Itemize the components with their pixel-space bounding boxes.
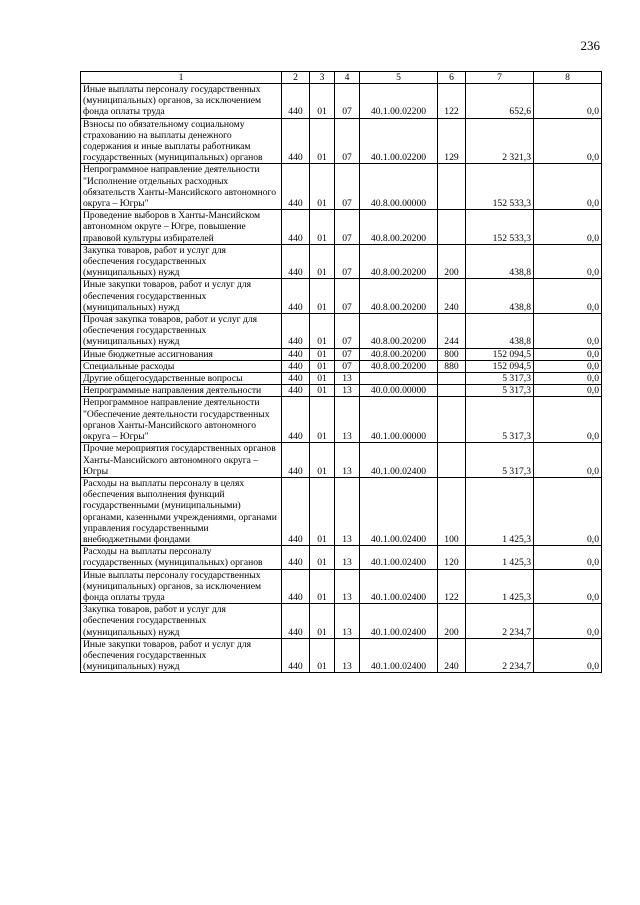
row-expense-type-cell: 240: [438, 638, 466, 673]
row-subsection-cell: 13: [335, 373, 360, 385]
table-row: [81, 569, 602, 604]
row-expense-type-cell: 880: [438, 360, 466, 372]
row-target-article-cell: [360, 373, 438, 385]
row-amount-cell: 5 317,3: [466, 397, 534, 443]
table-row: [81, 373, 602, 385]
row-subsection-cell: 07: [335, 360, 360, 372]
budget-table: [80, 71, 602, 673]
column-header: 4: [335, 72, 360, 84]
row-amount2-cell: 0,0: [534, 118, 602, 164]
row-amount2-cell: 0,0: [534, 477, 602, 545]
column-header: 1: [81, 72, 282, 84]
row-name-cell: Закупка товаров, работ и услуг для обеспечения государственных (муниципальных) нужд: [81, 604, 282, 639]
row-name-cell: Расходы на выплаты персоналу в целях обеспечения выполнения функций государственными (муниципальными) органами, казенными учреждениями, органами управления государственными внебюджетными фондами: [81, 477, 282, 545]
table-row: [81, 546, 602, 569]
table-body: [81, 84, 602, 673]
row-amount2-cell: 0,0: [534, 373, 602, 385]
row-subsection-cell: 13: [335, 397, 360, 443]
row-amount-cell: 152 094,5: [466, 348, 534, 360]
row-amount-cell: 152 533,3: [466, 210, 534, 245]
row-grbs-cell: 440: [282, 210, 310, 245]
row-amount-cell: 152 533,3: [466, 164, 534, 210]
row-target-article-cell: 40.1.00.02400: [360, 443, 438, 478]
row-section-cell: 01: [310, 443, 335, 478]
row-name-cell: Непрограммные направления деятельности: [81, 385, 282, 397]
row-amount-cell: 2 234,7: [466, 638, 534, 673]
row-subsection-cell: 07: [335, 279, 360, 314]
row-grbs-cell: 440: [282, 604, 310, 639]
row-amount2-cell: 0,0: [534, 385, 602, 397]
row-subsection-cell: 07: [335, 244, 360, 279]
row-grbs-cell: 440: [282, 118, 310, 164]
row-section-cell: 01: [310, 348, 335, 360]
row-amount2-cell: 0,0: [534, 546, 602, 569]
row-name-cell: Проведение выборов в Ханты-Мансийском автономном округе – Югре, повышение правовой культуры избирателей: [81, 210, 282, 245]
row-section-cell: 01: [310, 373, 335, 385]
row-section-cell: 01: [310, 546, 335, 569]
table-row: [81, 244, 602, 279]
row-amount2-cell: 0,0: [534, 443, 602, 478]
table-row: [81, 279, 602, 314]
column-header: 6: [438, 72, 466, 84]
table-row: [81, 477, 602, 545]
table-row: [81, 210, 602, 245]
row-name-cell: Иные выплаты персоналу государственных (муниципальных) органов, за исключением фонда оплаты труда: [81, 84, 282, 119]
table-row: [81, 314, 602, 349]
column-header: 5: [360, 72, 438, 84]
row-subsection-cell: 07: [335, 118, 360, 164]
table-row: [81, 638, 602, 673]
row-expense-type-cell: 240: [438, 279, 466, 314]
row-subsection-cell: 07: [335, 314, 360, 349]
row-section-cell: 01: [310, 360, 335, 372]
row-amount2-cell: 0,0: [534, 638, 602, 673]
row-expense-type-cell: 120: [438, 546, 466, 569]
row-subsection-cell: 13: [335, 385, 360, 397]
row-grbs-cell: 440: [282, 569, 310, 604]
row-expense-type-cell: 200: [438, 244, 466, 279]
column-header: 2: [282, 72, 310, 84]
row-target-article-cell: 40.1.00.02400: [360, 546, 438, 569]
row-grbs-cell: 440: [282, 279, 310, 314]
row-amount-cell: 5 317,3: [466, 443, 534, 478]
table-row: [81, 360, 602, 372]
row-amount-cell: 652,6: [466, 84, 534, 119]
row-amount2-cell: 0,0: [534, 244, 602, 279]
row-target-article-cell: 40.1.00.02400: [360, 569, 438, 604]
row-name-cell: Взносы по обязательному социальному страхованию на выплаты денежного содержания и иные выплаты работникам государственных (муниципальных) органов: [81, 118, 282, 164]
row-amount2-cell: 0,0: [534, 279, 602, 314]
row-section-cell: 01: [310, 385, 335, 397]
row-target-article-cell: 40.1.00.02200: [360, 118, 438, 164]
row-subsection-cell: 13: [335, 477, 360, 545]
row-amount-cell: 5 317,3: [466, 373, 534, 385]
row-expense-type-cell: 244: [438, 314, 466, 349]
row-amount2-cell: 0,0: [534, 397, 602, 443]
row-target-article-cell: 40.0.00.00000: [360, 385, 438, 397]
row-name-cell: Непрограммное направление деятельности "Исполнение отдельных расходных обязательств Ханты-Мансийского автономного округа – Югры": [81, 164, 282, 210]
row-amount-cell: 1 425,3: [466, 546, 534, 569]
row-name-cell: Закупка товаров, работ и услуг для обеспечения государственных (муниципальных) нужд: [81, 244, 282, 279]
row-amount-cell: 1 425,3: [466, 477, 534, 545]
row-grbs-cell: 440: [282, 84, 310, 119]
row-amount2-cell: 0,0: [534, 210, 602, 245]
row-section-cell: 01: [310, 477, 335, 545]
row-subsection-cell: 13: [335, 569, 360, 604]
row-name-cell: Иные закупки товаров, работ и услуг для обеспечения государственных (муниципальных) нужд: [81, 638, 282, 673]
row-name-cell: Другие общегосударственные вопросы: [81, 373, 282, 385]
table-row: [81, 397, 602, 443]
row-amount2-cell: 0,0: [534, 84, 602, 119]
row-target-article-cell: 40.8.00.20200: [360, 314, 438, 349]
row-section-cell: 01: [310, 244, 335, 279]
table-row: [81, 385, 602, 397]
table-row: [81, 443, 602, 478]
row-grbs-cell: 440: [282, 385, 310, 397]
column-header: 3: [310, 72, 335, 84]
row-name-cell: Иные бюджетные ассигнования: [81, 348, 282, 360]
row-section-cell: 01: [310, 279, 335, 314]
row-grbs-cell: 440: [282, 348, 310, 360]
row-target-article-cell: 40.8.00.00000: [360, 164, 438, 210]
row-grbs-cell: 440: [282, 477, 310, 545]
row-expense-type-cell: 800: [438, 348, 466, 360]
row-section-cell: 01: [310, 569, 335, 604]
row-target-article-cell: 40.1.00.02400: [360, 604, 438, 639]
row-amount-cell: 2 234,7: [466, 604, 534, 639]
row-section-cell: 01: [310, 118, 335, 164]
row-section-cell: 01: [310, 210, 335, 245]
row-name-cell: Иные выплаты персоналу государственных (муниципальных) органов, за исключением фонда оплаты труда: [81, 569, 282, 604]
row-target-article-cell: 40.1.00.02400: [360, 477, 438, 545]
row-name-cell: Прочие мероприятия государственных органов Ханты-Мансийского автономного округа – Югры: [81, 443, 282, 478]
row-expense-type-cell: 122: [438, 84, 466, 119]
row-target-article-cell: 40.1.00.00000: [360, 397, 438, 443]
row-grbs-cell: 440: [282, 314, 310, 349]
table-row: [81, 348, 602, 360]
row-expense-type-cell: [438, 164, 466, 210]
row-section-cell: 01: [310, 84, 335, 119]
row-subsection-cell: 13: [335, 638, 360, 673]
row-amount2-cell: 0,0: [534, 569, 602, 604]
table-row: [81, 164, 602, 210]
table-row: [81, 84, 602, 119]
page-number: 236: [580, 38, 600, 53]
row-subsection-cell: 07: [335, 164, 360, 210]
row-amount2-cell: 0,0: [534, 348, 602, 360]
row-expense-type-cell: [438, 443, 466, 478]
row-subsection-cell: 07: [335, 348, 360, 360]
table-header-row: [81, 72, 602, 84]
row-name-cell: Специальные расходы: [81, 360, 282, 372]
row-expense-type-cell: [438, 385, 466, 397]
row-target-article-cell: 40.8.00.20200: [360, 210, 438, 245]
row-subsection-cell: 07: [335, 210, 360, 245]
row-grbs-cell: 440: [282, 244, 310, 279]
row-grbs-cell: 440: [282, 164, 310, 210]
row-grbs-cell: 440: [282, 638, 310, 673]
row-expense-type-cell: 200: [438, 604, 466, 639]
row-grbs-cell: 440: [282, 373, 310, 385]
row-target-article-cell: 40.8.00.20200: [360, 360, 438, 372]
row-amount-cell: 438,8: [466, 279, 534, 314]
row-subsection-cell: 13: [335, 443, 360, 478]
row-grbs-cell: 440: [282, 360, 310, 372]
row-expense-type-cell: [438, 373, 466, 385]
row-expense-type-cell: 100: [438, 477, 466, 545]
row-section-cell: 01: [310, 638, 335, 673]
row-expense-type-cell: 122: [438, 569, 466, 604]
row-subsection-cell: 07: [335, 84, 360, 119]
row-name-cell: Прочая закупка товаров, работ и услуг для обеспечения государственных (муниципальных) нужд: [81, 314, 282, 349]
row-expense-type-cell: 129: [438, 118, 466, 164]
row-section-cell: 01: [310, 314, 335, 349]
row-amount2-cell: 0,0: [534, 360, 602, 372]
row-target-article-cell: 40.8.00.20200: [360, 244, 438, 279]
row-amount2-cell: 0,0: [534, 314, 602, 349]
row-name-cell: Иные закупки товаров, работ и услуг для обеспечения государственных (муниципальных) нужд: [81, 279, 282, 314]
row-amount-cell: 5 317,3: [466, 385, 534, 397]
row-target-article-cell: 40.8.00.20200: [360, 279, 438, 314]
row-amount2-cell: 0,0: [534, 164, 602, 210]
row-amount-cell: 2 321,3: [466, 118, 534, 164]
row-amount-cell: 438,8: [466, 314, 534, 349]
row-grbs-cell: 440: [282, 546, 310, 569]
row-target-article-cell: 40.1.00.02400: [360, 638, 438, 673]
row-section-cell: 01: [310, 164, 335, 210]
column-header: 8: [534, 72, 602, 84]
table-row: [81, 118, 602, 164]
row-grbs-cell: 440: [282, 397, 310, 443]
row-amount-cell: 1 425,3: [466, 569, 534, 604]
row-name-cell: Расходы на выплаты персоналу государственных (муниципальных) органов: [81, 546, 282, 569]
row-amount-cell: 152 094,5: [466, 360, 534, 372]
row-subsection-cell: 13: [335, 604, 360, 639]
row-amount-cell: 438,8: [466, 244, 534, 279]
row-target-article-cell: 40.8.00.20200: [360, 348, 438, 360]
row-expense-type-cell: [438, 210, 466, 245]
row-section-cell: 01: [310, 604, 335, 639]
table-row: [81, 604, 602, 639]
column-header: 7: [466, 72, 534, 84]
row-expense-type-cell: [438, 397, 466, 443]
row-amount2-cell: 0,0: [534, 604, 602, 639]
row-target-article-cell: 40.1.00.02200: [360, 84, 438, 119]
row-subsection-cell: 13: [335, 546, 360, 569]
row-section-cell: 01: [310, 397, 335, 443]
row-grbs-cell: 440: [282, 443, 310, 478]
row-name-cell: Непрограммное направление деятельности "Обеспечение деятельности государственных органов Ханты-Мансийского автономного округа – Югры": [81, 397, 282, 443]
